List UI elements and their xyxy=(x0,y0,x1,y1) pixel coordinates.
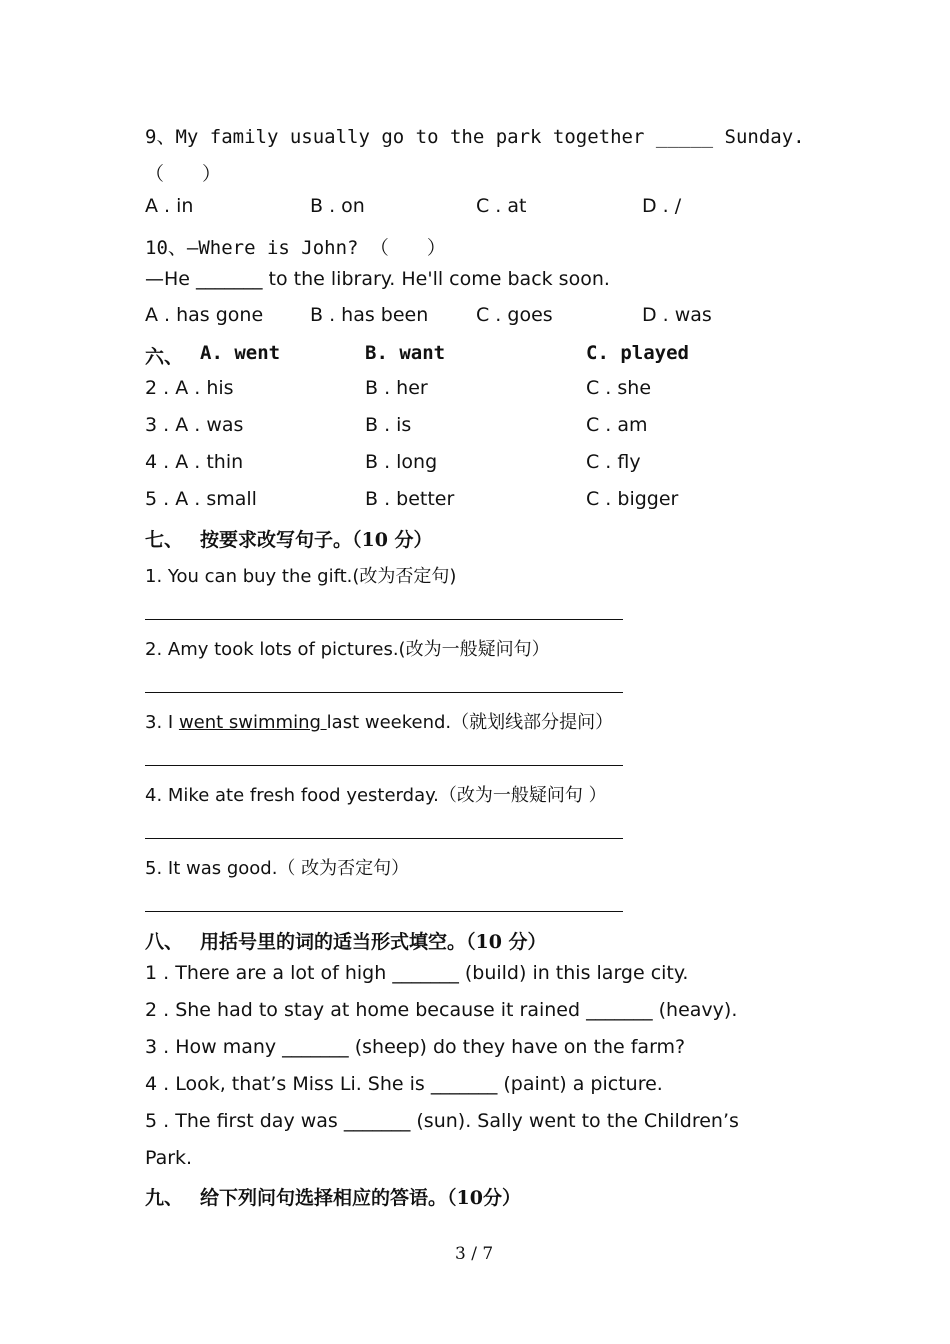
answer-line-4 xyxy=(145,838,623,839)
q3-suffix: last weekend.（就划线部分提问） xyxy=(326,712,614,733)
section8-number: 八、 xyxy=(145,931,184,953)
q9-answer-paren: （ ） xyxy=(145,163,222,185)
section6-row2-c: C . she xyxy=(586,377,652,399)
q9-option-a: A . in xyxy=(145,195,194,217)
section6-row1-a: A. went xyxy=(200,342,281,364)
section7-q4: 4. Mike ate fresh food yesterday.（改为一般疑问句 ） xyxy=(145,785,607,806)
section6-row5-a: 5 . A . small xyxy=(145,488,257,510)
section7-q1: 1. You can buy the gift.(改为否定句) xyxy=(145,566,457,587)
section6-row1-b: B. want xyxy=(365,342,446,364)
section7-q2: 2. Amy took lots of pictures.(改为一般疑问句） xyxy=(145,639,550,660)
section8-item-4: 4 . Look, that’s Miss Li. She is _______ (paint) a picture. xyxy=(145,1073,663,1095)
answer-line-3 xyxy=(145,765,623,766)
section6-row4-b: B . long xyxy=(365,451,438,473)
section7-q5: 5. It was good.（ 改为否定句） xyxy=(145,858,410,879)
section8-item-5: 5 . The first day was _______ (sun). Sally went to the Children’s xyxy=(145,1110,739,1132)
q10-stem: 10、—Where is John? （ ） xyxy=(145,237,446,259)
q10-option-b: B . has been xyxy=(310,304,429,326)
section6-number: 六、 xyxy=(145,346,184,368)
section8-item-3: 3 . How many _______ (sheep) do they have on the farm? xyxy=(145,1036,686,1058)
section6-row5-b: B . better xyxy=(365,488,455,510)
q10-option-d: D . was xyxy=(642,304,712,326)
section6-row3-c: C . am xyxy=(586,414,648,436)
section6-row2-b: B . her xyxy=(365,377,428,399)
section9-title: 给下列问句选择相应的答语。（10分） xyxy=(200,1187,521,1209)
q9-option-c: C . at xyxy=(476,195,527,217)
answer-line-5 xyxy=(145,911,623,912)
answer-line-2 xyxy=(145,692,623,693)
section6-row1-c: C. played xyxy=(586,342,689,364)
section6-row4-c: C . fly xyxy=(586,451,641,473)
section6-row3-b: B . is xyxy=(365,414,412,436)
answer-line-1 xyxy=(145,619,623,620)
q10-line2: —He _______ to the library. He'll come back soon. xyxy=(145,268,610,290)
q3-prefix: 3. I xyxy=(145,712,179,733)
section8-item-2: 2 . She had to stay at home because it rained _______ (heavy). xyxy=(145,999,738,1021)
section8-item-1: 1 . There are a lot of high _______ (build) in this large city. xyxy=(145,962,689,984)
section8-title: 用括号里的词的适当形式填空。（10 分） xyxy=(200,931,547,953)
section8-item-5-cont: Park. xyxy=(145,1147,193,1169)
q9-option-b: B . on xyxy=(310,195,365,217)
q3-underlined-phrase: went swimming xyxy=(178,712,327,733)
section7-number: 七、 xyxy=(145,529,184,551)
section6-row4-a: 4 . A . thin xyxy=(145,451,244,473)
q10-option-c: C . goes xyxy=(476,304,553,326)
page-number: 3 / 7 xyxy=(455,1244,494,1264)
section6-row5-c: C . bigger xyxy=(586,488,679,510)
section7-q3 xyxy=(145,708,613,734)
q10-option-a: A . has gone xyxy=(145,304,264,326)
section9-number: 九、 xyxy=(145,1187,184,1209)
section7-title: 按要求改写句子。（10 分） xyxy=(200,529,433,551)
section6-row3-a: 3 . A . was xyxy=(145,414,244,436)
section6-row2-a: 2 . A . his xyxy=(145,377,234,399)
q9-option-d: D . / xyxy=(642,195,682,217)
q9-stem: 9、My family usually go to the park together _____ Sunday. xyxy=(145,126,805,148)
